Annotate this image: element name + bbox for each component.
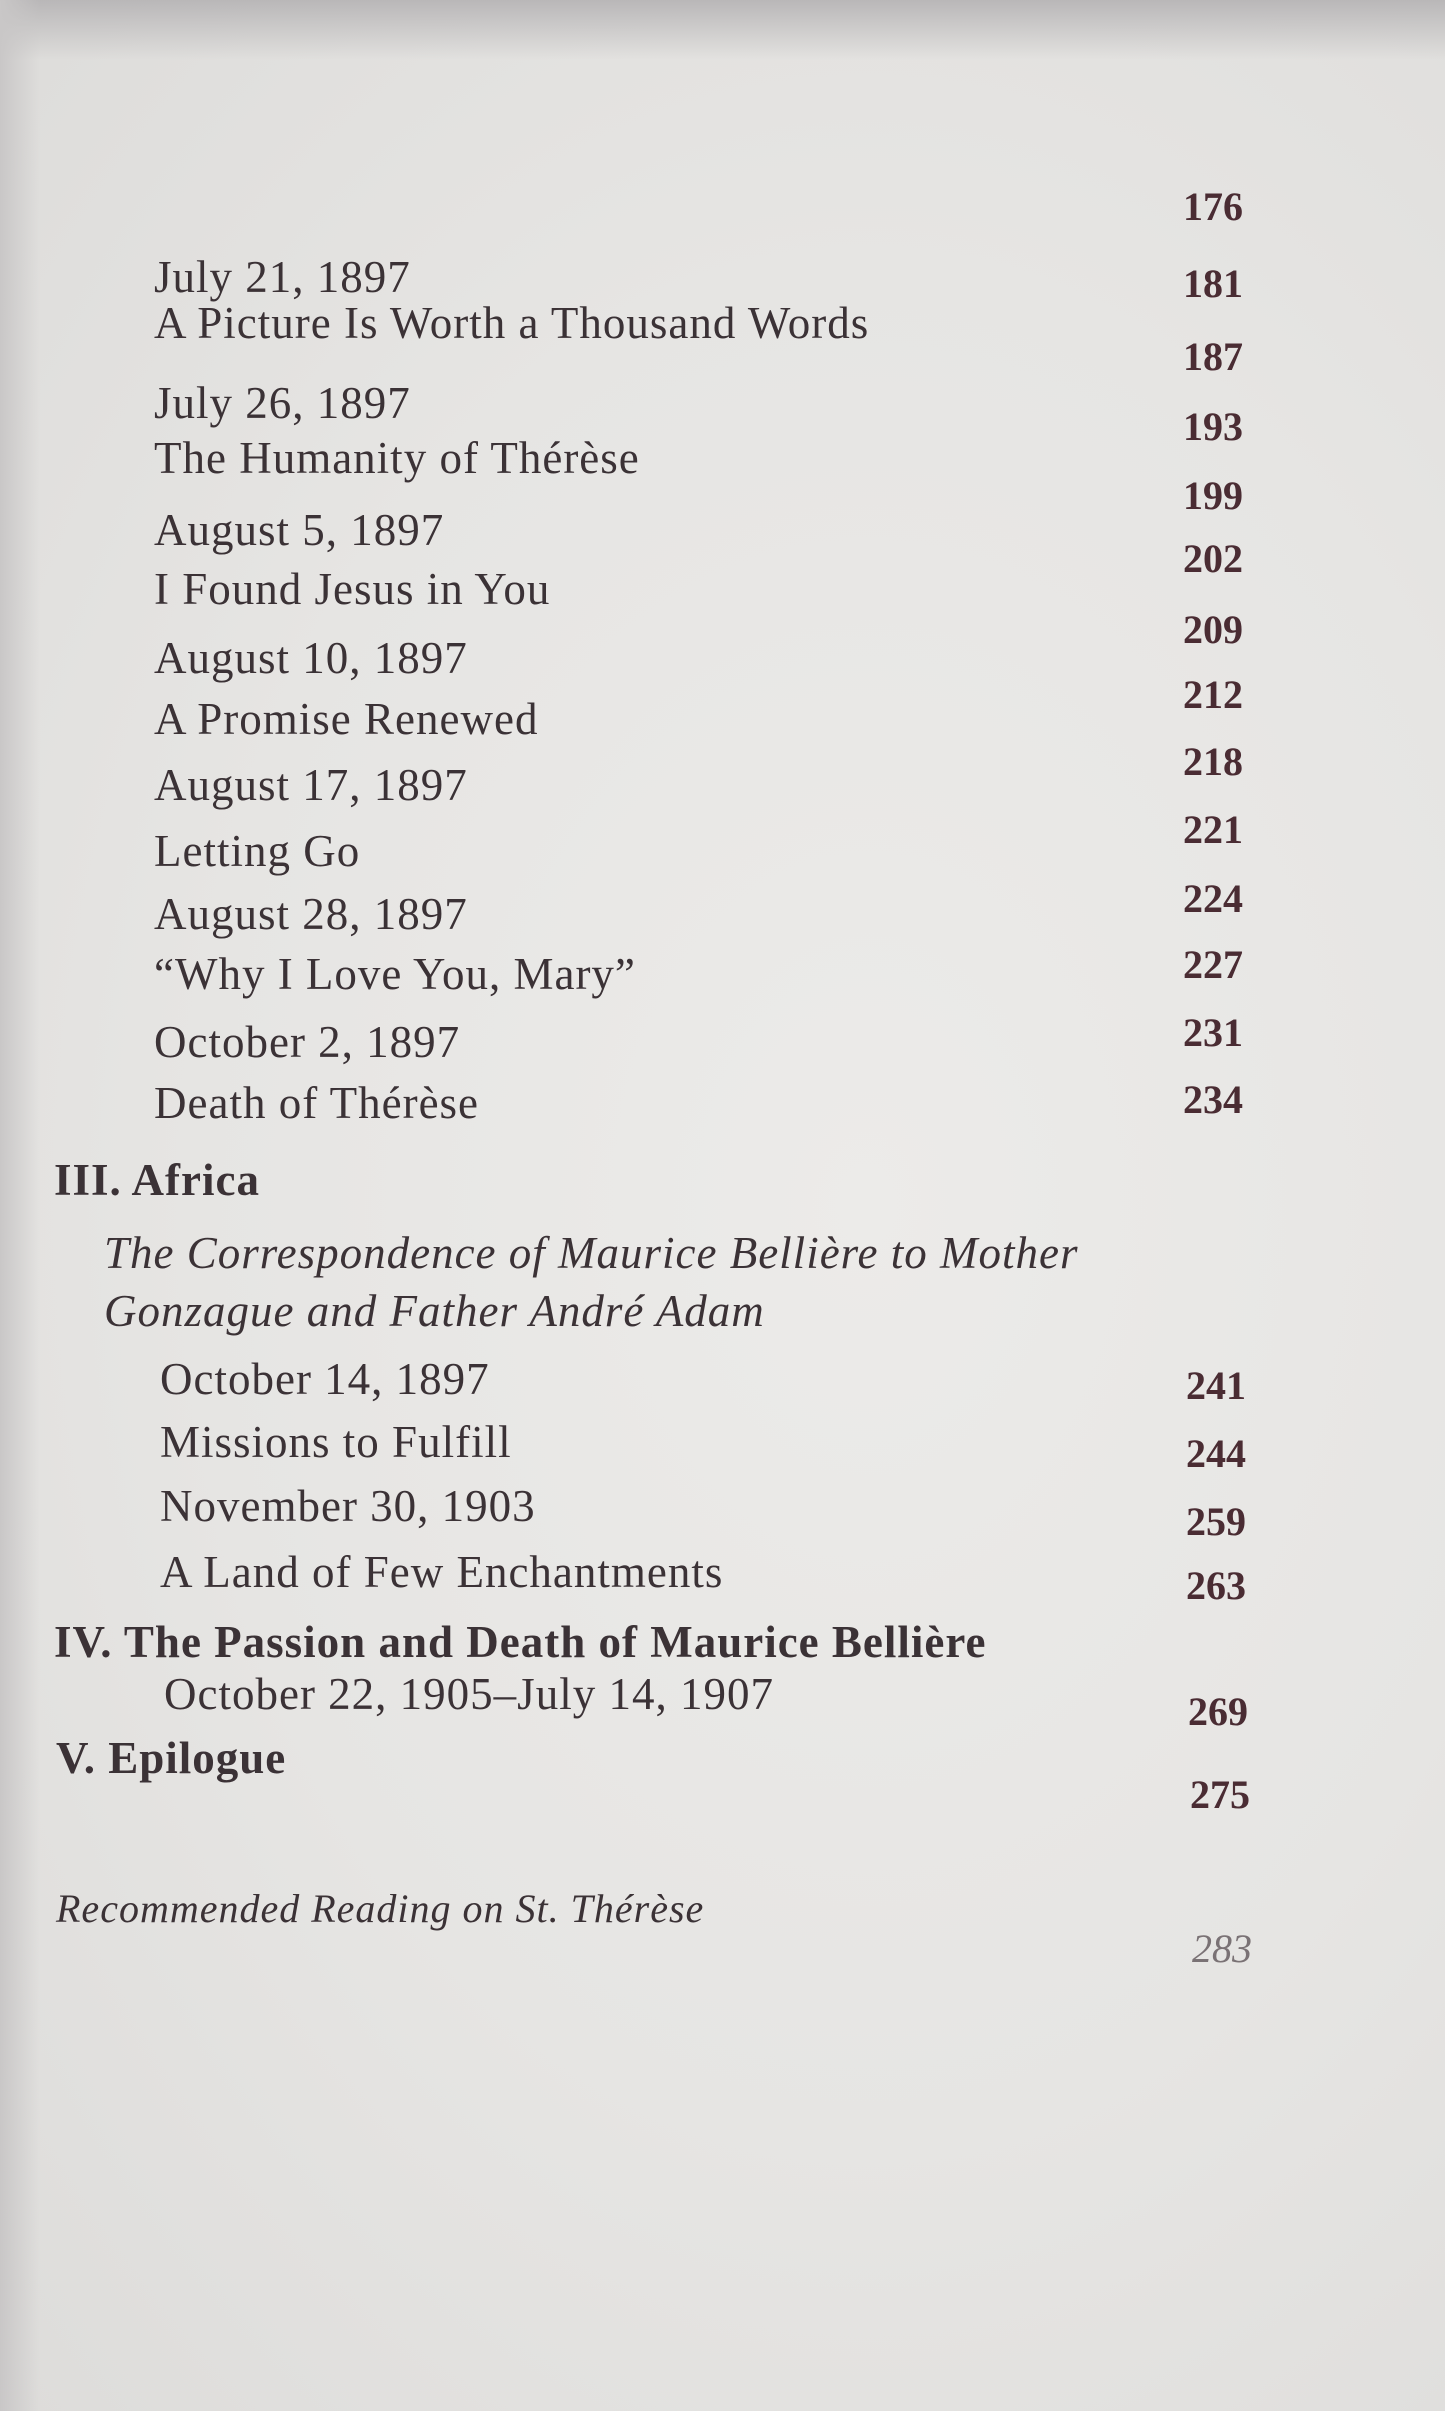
toc-entry-title: I Found Jesus in You [154,564,551,614]
toc-entry-title: Death of Thérèse [154,1078,480,1128]
page-number: 202 [1183,536,1243,581]
section-heading: V. Epilogue [56,1733,287,1783]
page-number: 224 [1183,876,1243,921]
page-number: 218 [1183,739,1243,784]
toc-entry-title: A Land of Few Enchantments [160,1547,724,1597]
page-number: 187 [1183,334,1243,379]
toc-entry-title: October 2, 1897 [154,1017,461,1067]
page-number: 234 [1183,1077,1243,1122]
page-number: 193 [1183,404,1243,449]
page-number: 199 [1183,473,1243,518]
section-subtitle: The Correspondence of Maurice Bellière to Mother [104,1228,1079,1278]
toc-entry-title: August 5, 1897 [154,505,445,555]
page-top-shadow [0,0,1445,60]
toc-entry-title: July 21, 1897 [154,252,411,302]
section-heading: III. Africa [54,1155,260,1205]
recommended-reading: Recommended Reading on St. Thérèse [56,1886,705,1931]
page-number: 231 [1183,1010,1243,1055]
page-number: 241 [1186,1363,1246,1408]
toc-entry-title: October 14, 1897 [160,1354,490,1404]
toc-entry-title: “Why I Love You, Mary” [154,949,636,999]
toc-entry-title: A Promise Renewed [154,694,539,744]
toc-entry-title: October 22, 1905–July 14, 1907 [164,1669,774,1719]
page-number: 283 [1192,1926,1252,1971]
toc-entry-title: A Picture Is Worth a Thousand Words [154,298,870,348]
page-number: 244 [1186,1431,1246,1476]
page-number: 221 [1183,807,1243,852]
page-number: 275 [1190,1772,1250,1817]
page-number: 259 [1186,1499,1246,1544]
toc-entry-title: Missions to Fulfill [160,1417,512,1467]
section-heading: IV. The Passion and Death of Maurice Bellière [54,1617,987,1667]
page-number: 181 [1183,261,1243,306]
toc-entry-title: July 26, 1897 [154,378,411,428]
toc-entry-title: Letting Go [154,826,361,876]
page-number: 209 [1183,607,1243,652]
toc-entry-title: August 10, 1897 [154,633,468,683]
toc-entry-title: The Humanity of Thérèse [154,433,640,483]
page-gutter-shadow [0,0,40,2411]
page-number: 212 [1183,672,1243,717]
page-number: 176 [1183,184,1243,229]
page-number: 263 [1186,1563,1246,1608]
toc-entry-title: November 30, 1903 [160,1481,536,1531]
page-number: 269 [1188,1689,1248,1734]
toc-entry-title: August 28, 1897 [154,889,468,939]
toc-entry-title: August 17, 1897 [154,760,468,810]
page-number: 227 [1183,942,1243,987]
section-subtitle: Gonzague and Father André Adam [104,1286,765,1336]
